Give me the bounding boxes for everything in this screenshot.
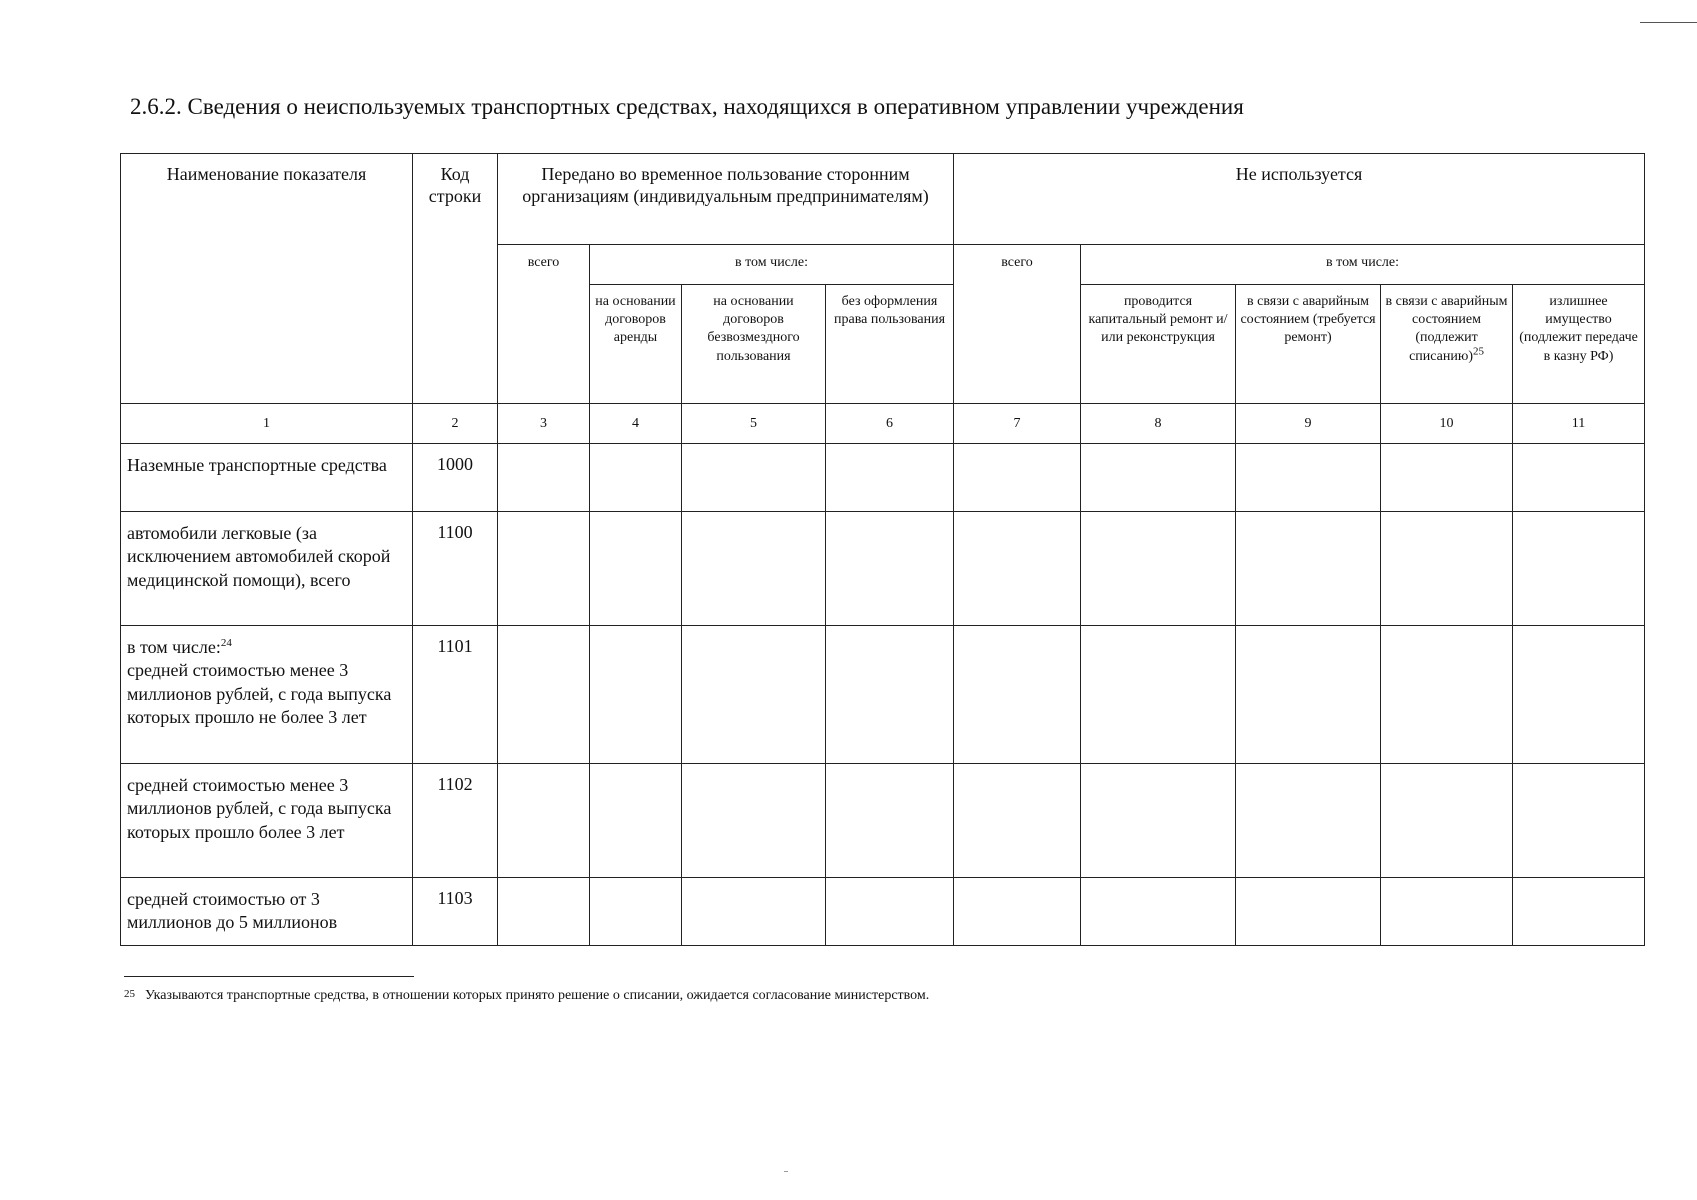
header-repair: проводится капитальный ремонт и/или реконструкция: [1081, 285, 1236, 404]
empty-cell: [590, 764, 682, 878]
empty-cell: [1381, 444, 1513, 512]
empty-cell: [1381, 878, 1513, 946]
empty-cell: [498, 626, 590, 764]
header-surplus: излишнее имущество (подлежит передаче в казну РФ): [1513, 285, 1645, 404]
empty-cell: [590, 878, 682, 946]
footnote-separator: [124, 976, 414, 977]
header-row-top: [121, 154, 1645, 245]
header-transferred-total: всего: [498, 245, 590, 404]
footnote-text: Указываются транспортные средства, в отношении которых принято решение о списании, ожидается согласование министерством.: [145, 988, 930, 1003]
empty-cell: [1236, 444, 1381, 512]
empty-cell: [1381, 764, 1513, 878]
column-number: 10: [1381, 404, 1513, 444]
column-number-row: [121, 404, 1645, 444]
empty-cell: [826, 764, 954, 878]
empty-cell: [1081, 764, 1236, 878]
empty-cell: [682, 626, 826, 764]
header-no-rights: без оформления права пользования: [826, 285, 954, 404]
row-label: средней стоимостью менее 3 миллионов рублей, с года выпуска которых прошло более 3 лет: [121, 764, 413, 878]
column-number: 3: [498, 404, 590, 444]
header-transferred: Передано во временное пользование сторонним организациям (индивидуальным предпринимателям): [498, 154, 954, 245]
empty-cell: [1081, 878, 1236, 946]
empty-cell: [498, 512, 590, 626]
column-number: 4: [590, 404, 682, 444]
row-code: 1100: [413, 512, 498, 626]
empty-cell: [954, 626, 1081, 764]
header-emergency-writeoff-text: в связи с аварийным состоянием (подлежит списанию): [1385, 294, 1508, 364]
empty-cell: [498, 878, 590, 946]
page-edge-mark: [1640, 22, 1697, 23]
empty-cell: [1513, 626, 1645, 764]
table-row: [121, 626, 1645, 764]
empty-cell: [590, 512, 682, 626]
row-label-prefix: в том числе:: [127, 637, 221, 657]
section-title: 2.6.2. Сведения о неиспользуемых транспортных средствах, находящихся в оперативном управлении учреждения: [130, 94, 1244, 119]
empty-cell: [826, 444, 954, 512]
column-number: 5: [682, 404, 826, 444]
empty-cell: [1081, 626, 1236, 764]
empty-cell: [1081, 444, 1236, 512]
empty-cell: [682, 512, 826, 626]
header-row-code: Код строки: [413, 154, 498, 404]
header-lease: на основании договоров аренды: [590, 285, 682, 404]
empty-cell: [1236, 878, 1381, 946]
table-row: [121, 444, 1645, 512]
header-indicator-name: Наименование показателя: [121, 154, 413, 404]
footnote-ref-24: 24: [220, 637, 232, 649]
empty-cell: [954, 512, 1081, 626]
column-number: 6: [826, 404, 954, 444]
empty-cell: [1513, 512, 1645, 626]
empty-cell: [682, 878, 826, 946]
column-number: 8: [1081, 404, 1236, 444]
column-number: 2: [413, 404, 498, 444]
row-label: средней стоимостью менее 3 миллионов рублей, с года выпуска которых прошло не более 3 лет: [127, 660, 392, 728]
vehicles-table: [120, 153, 1645, 946]
table-row: [121, 764, 1645, 878]
row-label: средней стоимостью от 3 миллионов до 5 миллионов: [121, 878, 413, 946]
header-transferred-including: в том числе:: [590, 245, 954, 285]
row-label: автомобили легковые (за исключением автомобилей скорой медицинской помощи), всего: [121, 512, 413, 626]
header-free-use: на основании договоров безвозмездного пользования: [682, 285, 826, 404]
empty-cell: [498, 444, 590, 512]
column-number: 9: [1236, 404, 1381, 444]
row-code: 1102: [413, 764, 498, 878]
empty-cell: [826, 626, 954, 764]
empty-cell: [826, 878, 954, 946]
empty-cell: [682, 764, 826, 878]
empty-cell: [1236, 626, 1381, 764]
empty-cell: [1381, 626, 1513, 764]
column-number: 11: [1513, 404, 1645, 444]
empty-cell: [826, 512, 954, 626]
footnote: [124, 988, 929, 1004]
table-row: [121, 512, 1645, 626]
header-not-used-total: всего: [954, 245, 1081, 404]
scan-speck: [784, 1171, 788, 1172]
empty-cell: [498, 764, 590, 878]
empty-cell: [682, 444, 826, 512]
empty-cell: [1513, 878, 1645, 946]
empty-cell: [954, 444, 1081, 512]
empty-cell: [954, 764, 1081, 878]
row-code: 1103: [413, 878, 498, 946]
column-number: 1: [121, 404, 413, 444]
empty-cell: [590, 626, 682, 764]
empty-cell: [1513, 444, 1645, 512]
empty-cell: [1236, 764, 1381, 878]
empty-cell: [1236, 512, 1381, 626]
row-code: 1101: [413, 626, 498, 764]
header-emergency-writeoff: [1381, 285, 1513, 404]
empty-cell: [1081, 512, 1236, 626]
empty-cell: [954, 878, 1081, 946]
row-label-with-prefix: [121, 626, 413, 764]
empty-cell: [1513, 764, 1645, 878]
row-code: 1000: [413, 444, 498, 512]
column-number: 7: [954, 404, 1081, 444]
table-row: [121, 878, 1645, 946]
header-not-used-including: в том числе:: [1081, 245, 1645, 285]
footnote-ref-25: 25: [1472, 344, 1484, 357]
header-emergency-repair: в связи с аварийным состоянием (требуется ремонт): [1236, 285, 1381, 404]
footnote-mark: 25: [124, 988, 135, 1000]
empty-cell: [590, 444, 682, 512]
empty-cell: [1381, 512, 1513, 626]
header-not-used: Не используется: [954, 154, 1645, 245]
row-label: Наземные транспортные средства: [121, 444, 413, 512]
